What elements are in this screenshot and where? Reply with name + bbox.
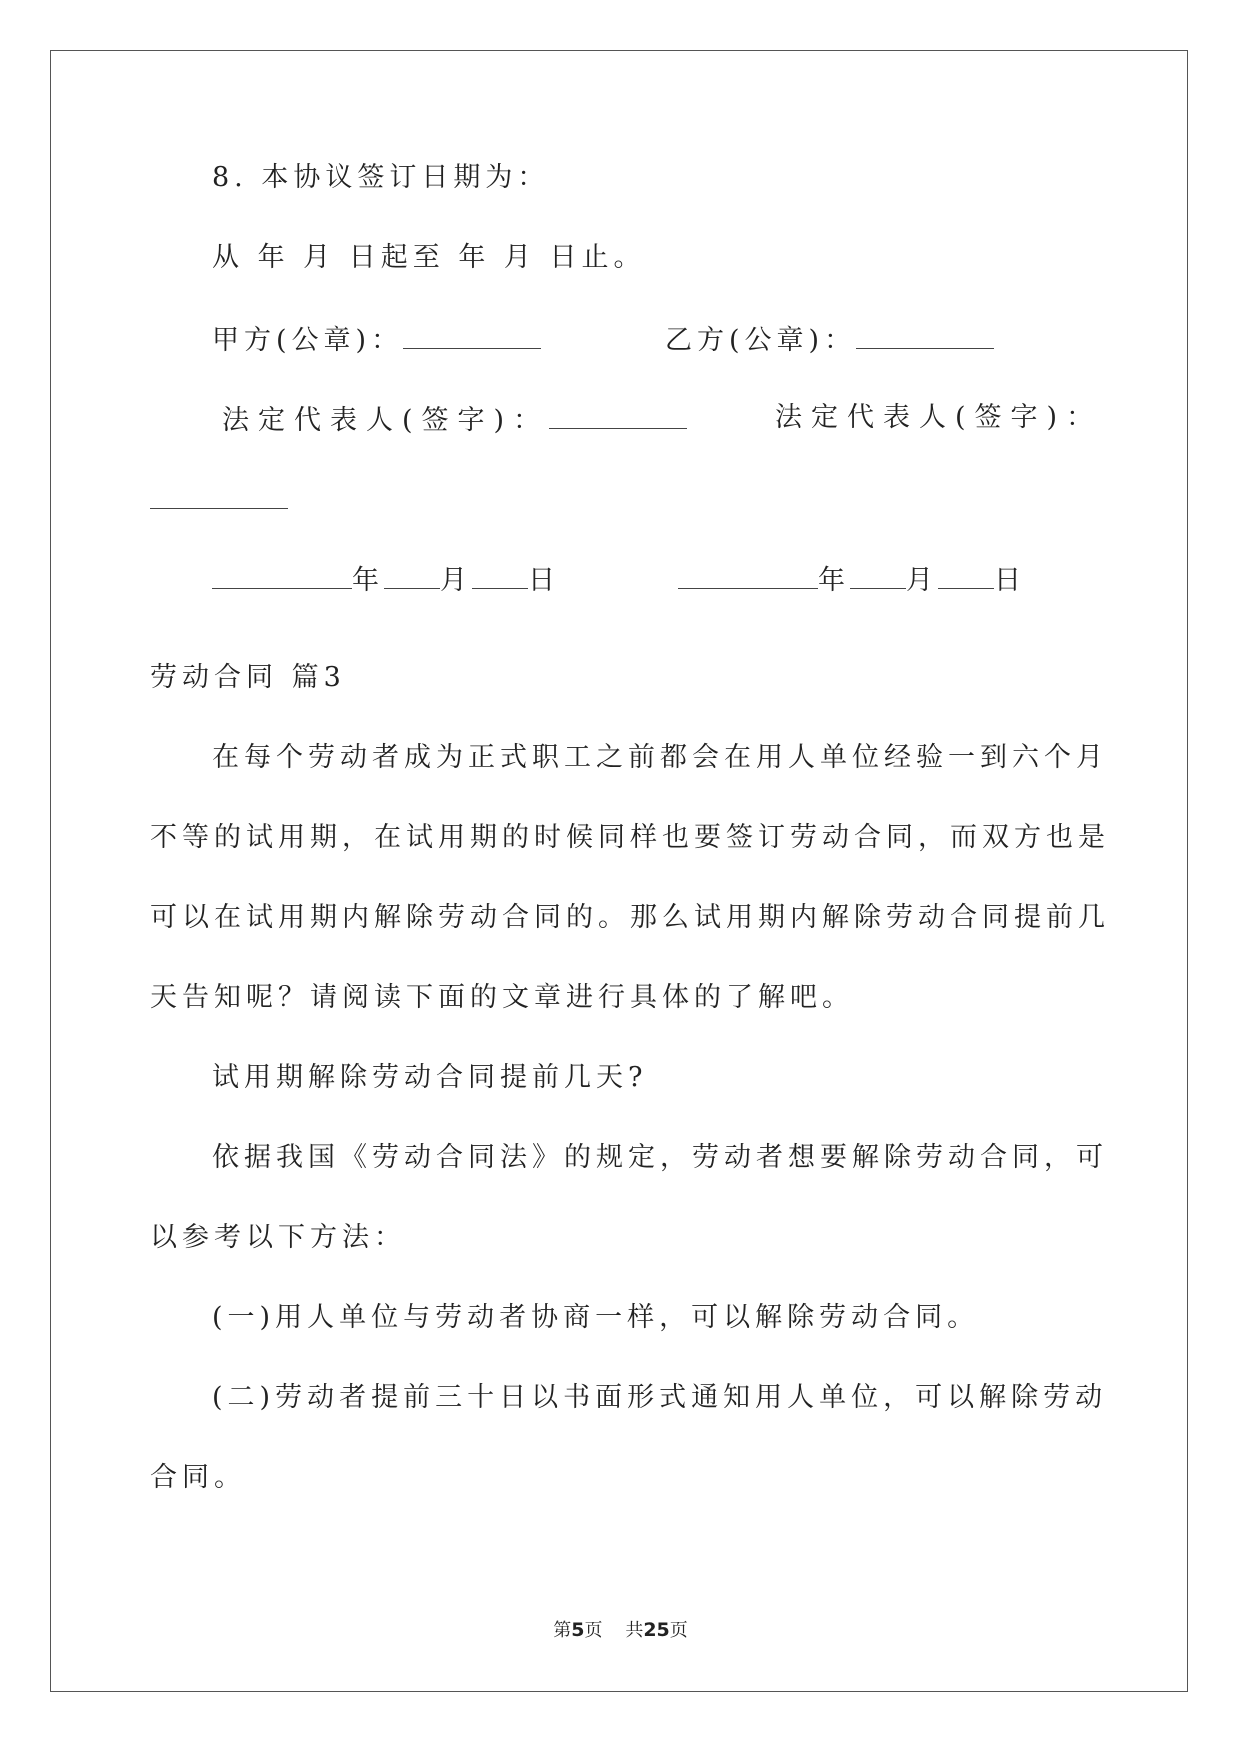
rep-b-label: 法定代表人(签字)： bbox=[775, 402, 1103, 433]
paragraph-2-line-1: 依据我国《劳动合同法》的规定，劳动者想要解除劳动合同，可 bbox=[212, 1142, 1108, 1173]
page-prefix: 第 bbox=[553, 1620, 572, 1641]
date-b-day: 日 bbox=[994, 565, 1026, 596]
total-suffix: 页 bbox=[669, 1620, 688, 1641]
paragraph-1-line-4: 天告知呢？请阅读下面的文章进行具体的了解吧。 bbox=[150, 982, 854, 1013]
date-a-day-blank bbox=[472, 558, 528, 589]
date-a-day: 日 bbox=[528, 565, 560, 596]
method-1: (一)用人单位与劳动者协商一样，可以解除劳动合同。 bbox=[212, 1302, 980, 1333]
rep-a-label: 法定代表人(签字)： bbox=[222, 405, 550, 436]
total-prefix: 共 bbox=[625, 1620, 644, 1641]
party-a-seal-line bbox=[212, 318, 541, 361]
date-a-line bbox=[212, 558, 560, 601]
paragraph-1-line-2: 不等的试用期，在试用期的时候同样也要签订劳动合同，而双方也是 bbox=[150, 822, 1110, 853]
question-heading: 试用期解除劳动合同提前几天? bbox=[212, 1062, 648, 1093]
method-2-line-1: (二)劳动者提前三十日以书面形式通知用人单位，可以解除劳动 bbox=[212, 1382, 1108, 1413]
rep-a-blank bbox=[549, 398, 687, 429]
date-b-month: 月 bbox=[906, 565, 938, 596]
date-a-month: 月 bbox=[440, 565, 472, 596]
date-b-year: 年 bbox=[818, 565, 850, 596]
agreement-date-line: 8. 本协议签订日期为： bbox=[212, 162, 550, 193]
paragraph-1-line-3: 可以在试用期内解除劳动合同的。那么试用期内解除劳动合同提前几 bbox=[150, 902, 1110, 933]
total-pages: 25 bbox=[643, 1619, 670, 1641]
method-2-line-2: 合同。 bbox=[150, 1462, 246, 1493]
page-border bbox=[50, 50, 1188, 1692]
rep-b-line bbox=[775, 398, 1102, 438]
date-a-year-blank bbox=[212, 558, 352, 589]
section-title: 劳动合同 篇3 bbox=[150, 662, 346, 693]
party-b-seal-line bbox=[665, 318, 994, 361]
date-range-line: 从 年 月 日起至 年 月 日止。 bbox=[212, 242, 646, 273]
date-a-month-blank bbox=[384, 558, 440, 589]
rep-b-blank bbox=[150, 478, 288, 509]
date-b-year-blank bbox=[678, 558, 818, 589]
rep-a-line bbox=[222, 398, 687, 441]
paragraph-2-line-2: 以参考以下方法： bbox=[150, 1222, 406, 1253]
date-b-month-blank bbox=[850, 558, 906, 589]
page-footer bbox=[0, 1616, 1241, 1642]
party-b-seal-label: 乙方(公章)： bbox=[665, 325, 857, 356]
page-suffix: 页 bbox=[584, 1620, 603, 1641]
date-a-year: 年 bbox=[352, 565, 384, 596]
page-number: 5 bbox=[571, 1619, 585, 1641]
date-b-day-blank bbox=[938, 558, 994, 589]
date-b-line bbox=[678, 558, 1026, 601]
paragraph-1-line-1: 在每个劳动者成为正式职工之前都会在用人单位经验一到六个月 bbox=[212, 742, 1108, 773]
party-a-seal-blank bbox=[403, 318, 541, 349]
party-b-seal-blank bbox=[856, 318, 994, 349]
party-a-seal-label: 甲方(公章)： bbox=[212, 325, 404, 356]
rep-b-blank-line bbox=[150, 478, 288, 521]
